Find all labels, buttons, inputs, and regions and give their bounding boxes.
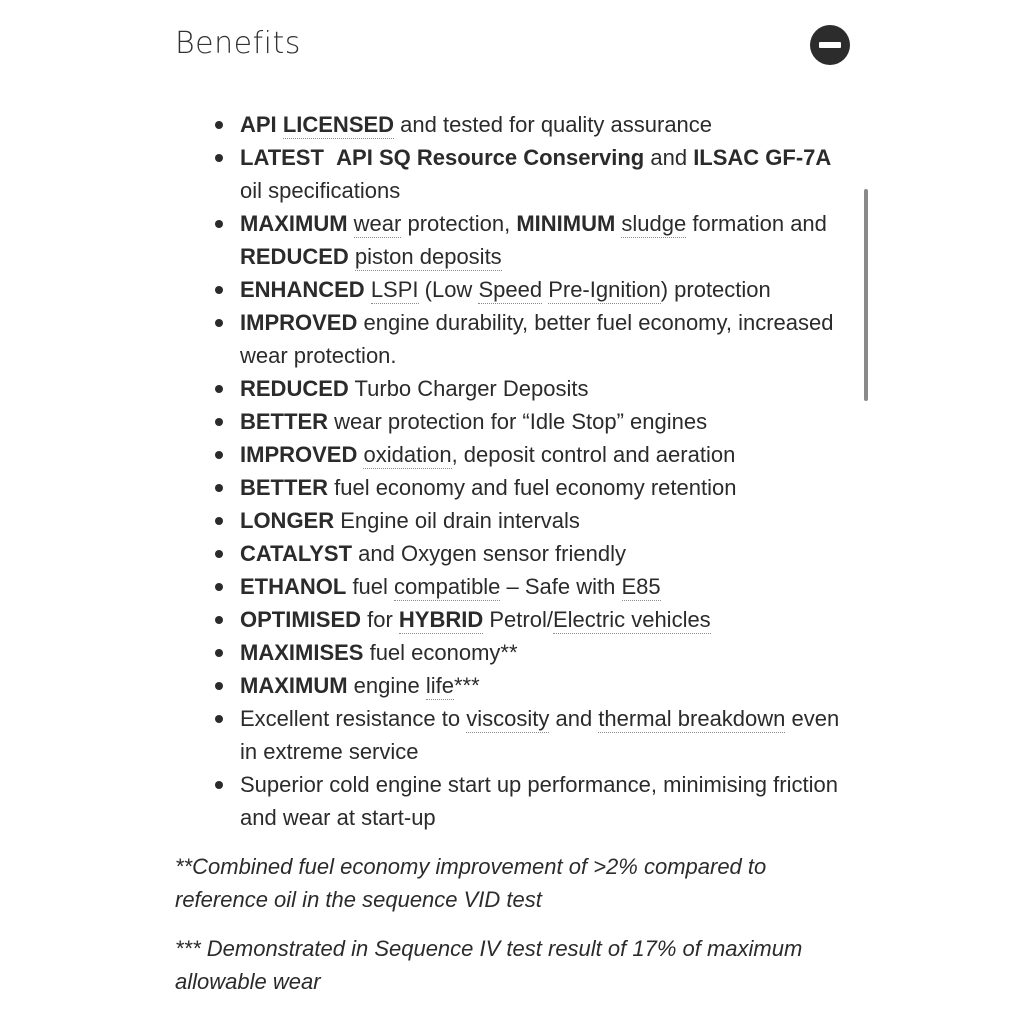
body-text: fuel economy** — [363, 640, 518, 665]
body-text: ) protection — [660, 277, 771, 302]
term-link[interactable]: viscosity — [466, 706, 550, 731]
benefits-list — [240, 108, 840, 834]
bullet-icon — [215, 121, 223, 129]
body-text: *** — [453, 673, 480, 698]
term-link[interactable]: LICENSED — [282, 112, 395, 137]
body-text: Engine oil drain intervals — [334, 508, 580, 533]
list-item — [240, 537, 840, 570]
list-item — [240, 471, 840, 504]
footnote-sequence-iv: *** Demonstrated in Sequence IV test result of 17% of maximum allowable wear — [175, 936, 803, 994]
body-text: and Oxygen sensor friendly — [352, 541, 626, 566]
body-text: protection, — [401, 211, 517, 236]
strong-text: REDUCED — [240, 376, 349, 401]
list-item — [240, 108, 840, 141]
strong-text: OPTIMISED — [240, 607, 362, 632]
bullet-icon — [215, 220, 223, 228]
bullet-icon — [215, 484, 223, 492]
body-text: Superior cold engine start up performance, minimising friction and wear at start-up — [240, 772, 838, 830]
list-item — [240, 273, 840, 306]
body-text: , deposit control and aeration — [451, 442, 736, 467]
strong-text: ETHANOL — [240, 574, 347, 599]
list-item — [240, 141, 840, 207]
body-text: fuel economy and fuel economy retention — [328, 475, 737, 500]
bullet-icon — [215, 517, 223, 525]
body-text: (Low — [418, 277, 479, 302]
list-item — [240, 669, 840, 702]
strong-text: MAXIMUM — [240, 673, 348, 698]
term-link[interactable]: thermal breakdown — [598, 706, 786, 731]
term-link[interactable]: compatible — [394, 574, 501, 599]
strong-text: MAXIMISES — [240, 640, 364, 665]
term-link[interactable]: HYBRID — [398, 607, 484, 632]
body-text: wear protection for “Idle Stop” engines — [328, 409, 708, 434]
term-link[interactable]: wear — [353, 211, 402, 236]
body-text: and — [644, 145, 694, 170]
term-link[interactable]: E85 — [621, 574, 661, 599]
section-title: Benefits — [175, 26, 301, 61]
body-text: oil specifications — [240, 178, 401, 203]
list-item — [240, 636, 840, 669]
strong-text: IMPROVED — [240, 310, 358, 335]
footnote-fuel-economy: **Combined fuel economy improvement of >2% compared to reference oil in the sequence VID test — [175, 854, 767, 912]
bullet-icon — [215, 682, 223, 690]
list-item — [240, 306, 840, 372]
strong-text: IMPROVED — [240, 442, 358, 467]
strong-text: BETTER — [240, 409, 328, 434]
list-item — [240, 405, 840, 438]
list-item — [240, 603, 840, 636]
bullet-icon — [215, 418, 223, 426]
list-item — [240, 702, 840, 768]
term-link[interactable]: Pre-Ignition — [548, 277, 661, 302]
bullet-icon — [215, 154, 223, 162]
list-item — [240, 438, 840, 471]
bullet-icon — [215, 319, 223, 327]
bullet-icon — [215, 781, 223, 789]
term-link[interactable]: piston deposits — [354, 244, 502, 269]
body-text: engine durability, better fuel economy, increased wear protection. — [240, 310, 834, 368]
body-text: and — [549, 706, 599, 731]
bullet-icon — [215, 451, 223, 459]
term-link[interactable]: LSPI — [370, 277, 419, 302]
bullet-icon — [215, 583, 223, 591]
bullet-icon — [215, 385, 223, 393]
body-text: Excellent resistance to — [240, 706, 467, 731]
term-link[interactable]: life — [425, 673, 454, 698]
body-text: fuel — [346, 574, 395, 599]
list-item — [240, 207, 840, 273]
body-text: – Safe with — [500, 574, 622, 599]
strong-text: ENHANCED — [240, 277, 365, 302]
bullet-icon — [215, 616, 223, 624]
strong-text: LONGER — [240, 508, 335, 533]
strong-text: LATEST — [240, 145, 324, 170]
list-item — [240, 768, 840, 834]
scrollbar[interactable] — [864, 189, 868, 401]
bullet-icon — [215, 649, 223, 657]
minus-bar — [819, 42, 841, 48]
strong-text: BETTER — [240, 475, 328, 500]
list-item — [240, 504, 840, 537]
strong-text: API — [240, 112, 277, 137]
list-item — [240, 570, 840, 603]
strong-text: REDUCED — [240, 244, 349, 269]
bullet-icon — [215, 550, 223, 558]
strong-text: API SQ Resource Conserving — [336, 145, 645, 170]
body-text: and tested for quality assurance — [394, 112, 713, 137]
body-text: engine — [347, 673, 426, 698]
body-text: Petrol/ — [483, 607, 553, 632]
minus-circle-icon[interactable] — [810, 25, 850, 65]
strong-text: MAXIMUM — [240, 211, 348, 236]
bullet-icon — [215, 286, 223, 294]
body-text: formation and — [686, 211, 827, 236]
list-item — [240, 372, 840, 405]
term-link[interactable]: sludge — [621, 211, 687, 236]
body-text: even in extreme service — [240, 706, 840, 764]
strong-text: MINIMUM — [516, 211, 616, 236]
term-link[interactable]: oxidation — [363, 442, 452, 467]
body-text: for — [361, 607, 399, 632]
strong-text: CATALYST — [240, 541, 353, 566]
term-link[interactable]: Speed — [478, 277, 543, 302]
term-link[interactable]: Electric vehicles — [552, 607, 711, 632]
strong-text: ILSAC GF-7A — [693, 145, 832, 170]
bullet-icon — [215, 715, 223, 723]
body-text: Turbo Charger Deposits — [348, 376, 589, 401]
